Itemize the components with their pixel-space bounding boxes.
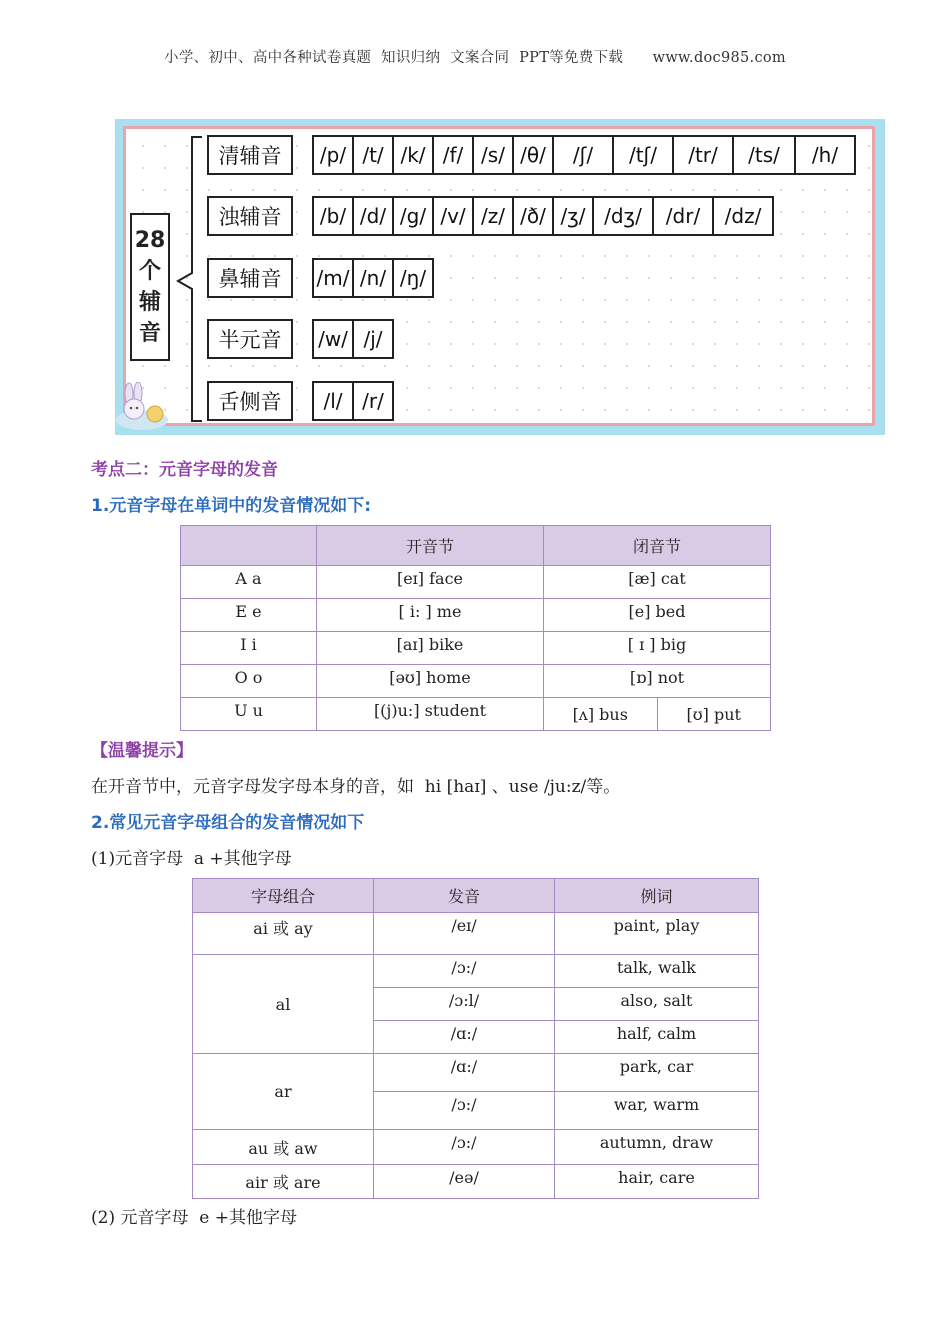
example-al-1: talk, walk [555,955,759,988]
symbol-z: /z/ [472,196,514,236]
vowel-header-open: 开音节 [317,526,544,566]
subsection2-2-label: (2) 元音字母 e +其他字母 [91,1208,298,1228]
semivowel-symbols [312,319,392,359]
category-voiceless: 清辅音 [207,135,293,175]
combo-header-sound: 发音 [374,879,555,913]
combo-au-aw: au 或 aw [193,1130,374,1165]
combo-header-example: 例词 [555,879,759,913]
vowel-letter: U u [181,698,317,731]
total-char-ge: 个 [138,259,161,284]
symbol-eng: /ŋ/ [392,258,434,298]
combo-air-are: air 或 are [193,1165,374,1199]
vowel-letter: I i [181,632,317,665]
example-paint-play: paint, play [555,913,759,955]
example-hair-care: hair, care [555,1165,759,1199]
sound-al-3: /ɑ:/ [374,1021,555,1054]
symbol-tesh: /tʃ/ [612,135,674,175]
vowel-closed: [æ] cat [544,566,771,599]
symbol-g: /g/ [392,196,434,236]
voiceless-symbols [312,135,854,175]
symbol-ts: /ts/ [732,135,796,175]
vowel-letter: A a [181,566,317,599]
symbol-dz: /dz/ [712,196,774,236]
table-row [193,913,759,955]
subsection2-title: 2.常见元音字母组合的发音情况如下 [91,813,365,833]
vowel-header-empty [181,526,317,566]
combo-header-combination: 字母组合 [193,879,374,913]
total-char-fu: 辅 [138,290,161,315]
symbol-p: /p/ [312,135,354,175]
letter-combination-table [192,878,759,1199]
curly-brace [172,135,206,425]
vowel-open: [eɪ] face [317,566,544,599]
consonant-total-label [130,213,170,361]
symbol-n: /n/ [352,258,394,298]
lateral-symbols [312,381,392,421]
symbol-ezh: /ʒ/ [552,196,594,236]
sound-ar-2: /ɔ:/ [374,1092,555,1130]
category-voiced: 浊辅音 [207,196,293,236]
symbol-k: /k/ [392,135,434,175]
table-row [193,1054,759,1092]
table-row [193,955,759,988]
subsection2-1-label: (1)元音字母 a +其他字母 [91,849,292,869]
symbol-s: /s/ [472,135,514,175]
combo-ai-ay: ai 或 ay [193,913,374,955]
tip-text: 在开音节中，元音字母发字母本身的音，如 hi [haɪ] 、use /ju:z/等。 [91,777,621,797]
symbol-l: /l/ [312,381,354,421]
combo-al: al [193,955,374,1054]
symbol-j: /j/ [352,319,394,359]
example-ar-2: war, warm [555,1092,759,1130]
vowel-letter: O o [181,665,317,698]
nasal-symbols [312,258,432,298]
page-header: 小学、初中、高中各种试卷真题 知识归纳 文案合同 PPT等免费下载 www.doc985.com [164,50,786,66]
table-row [181,632,771,665]
symbol-esh: /ʃ/ [552,135,614,175]
vowel-closed: [e] bed [544,599,771,632]
symbol-t: /t/ [352,135,394,175]
vowel-closed-a: [ʌ] bus [544,698,658,730]
symbol-theta: /θ/ [512,135,554,175]
category-lateral: 舌侧音 [207,381,293,421]
vowel-open: [əʊ] home [317,665,544,698]
symbol-w: /w/ [312,319,354,359]
sound-au-aw: /ɔ:/ [374,1130,555,1165]
vowel-open: [aɪ] bike [317,632,544,665]
table-row [181,566,771,599]
table-row [193,1130,759,1165]
symbol-d: /d/ [352,196,394,236]
symbol-b: /b/ [312,196,354,236]
vowel-closed-b: [ʊ] put [686,704,741,724]
subsection1-title: 1.元音字母在单词中的发音情况如下: [91,496,372,516]
example-al-2: also, salt [555,988,759,1021]
symbol-dr: /dr/ [652,196,714,236]
vowel-letter: E e [181,599,317,632]
symbol-eth: /ð/ [512,196,554,236]
symbol-dezh: /dʒ/ [592,196,654,236]
vowel-header-closed: 闭音节 [544,526,771,566]
total-number: 28 [134,228,166,253]
category-nasal: 鼻辅音 [207,258,293,298]
vowel-closed: [ ɪ ] big [544,632,771,665]
vowel-open: [ i: ] me [317,599,544,632]
combo-ar: ar [193,1054,374,1130]
table-row [181,665,771,698]
vowel-letter-table [180,525,771,731]
sound-al-1: /ɔ:/ [374,955,555,988]
vowel-closed: [ɒ] not [544,665,771,698]
vowel-closed-split [544,698,771,731]
vowel-open: [(j)u:] student [317,698,544,731]
sound-al-2: /ɔ:l/ [374,988,555,1021]
voiced-symbols [312,196,772,236]
sound-ea: /eə/ [374,1165,555,1199]
sound-ar-1: /ɑ:/ [374,1054,555,1092]
sound-ei: /eɪ/ [374,913,555,955]
symbol-m: /m/ [312,258,354,298]
section2-title: 考点二：元音字母的发音 [91,460,278,480]
symbol-r: /r/ [352,381,394,421]
table-row [181,698,771,731]
category-semivowel: 半元音 [207,319,293,359]
example-ar-1: park, car [555,1054,759,1092]
symbol-v: /v/ [432,196,474,236]
table-row [181,599,771,632]
symbol-tr: /tr/ [672,135,734,175]
table-row [193,1165,759,1199]
symbol-f: /f/ [432,135,474,175]
total-char-yin: 音 [138,321,161,346]
bunny-decoration-icon [113,382,171,432]
symbol-h: /h/ [794,135,856,175]
example-autumn-draw: autumn, draw [555,1130,759,1165]
example-al-3: half, calm [555,1021,759,1054]
tip-title: 【温馨提示】 [91,741,193,761]
